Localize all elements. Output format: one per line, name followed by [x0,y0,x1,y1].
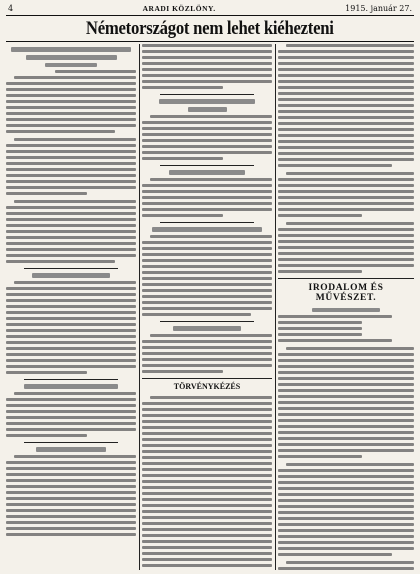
paragraph-placeholder [278,44,414,167]
section-title-placeholder [24,384,118,389]
main-headline-text: Németországot nem lehet kiéhezteni [86,17,334,39]
section-rule [160,165,254,166]
byline-placeholder [45,63,97,67]
section-title-placeholder [188,107,227,112]
section-title-placeholder [173,326,241,331]
paragraph-placeholder [278,347,414,458]
issue-date: 1915. január 27. [345,4,412,13]
subheadline-placeholder [11,47,131,52]
paragraph-placeholder [142,178,272,217]
section-rule [278,278,414,279]
column-3 [278,44,414,570]
section-title-irodalom: IRODALOM ÉS MŰVÉSZET. [308,283,384,304]
paragraph-placeholder [278,222,414,273]
newspaper-page [6,4,414,570]
section-title-placeholder [32,273,110,278]
paragraph-placeholder [278,172,414,217]
page-number: 4 [8,4,14,13]
paragraph-placeholder [142,44,272,89]
paper-name: ARADI KÖZLÖNY. [142,4,216,13]
column-1 [6,44,136,570]
paragraph-placeholder [278,561,414,570]
paragraph-placeholder [142,334,272,373]
section-title-placeholder [159,99,255,104]
section-title-placeholder [152,227,261,232]
main-headline [6,16,414,42]
paragraph-placeholder [6,200,136,263]
paragraph-placeholder [6,281,136,374]
section-title-torvenykezes: TÖRVÉNYKÉZÉS [173,382,241,391]
section-title-placeholder [169,170,244,175]
section-subtitle-placeholder [312,308,380,312]
section-rule [160,94,254,95]
column-divider [275,44,276,570]
section-rule [160,222,254,223]
section-rule [24,268,118,269]
article-columns [6,44,414,570]
section-rule [142,378,272,379]
paragraph-placeholder [6,455,136,536]
masthead [6,4,414,16]
section-rule [160,321,254,322]
paragraph-placeholder [278,463,414,556]
paragraph-placeholder [6,392,136,437]
paragraph-placeholder [142,115,272,160]
subheadline-placeholder [26,55,117,60]
paragraph-placeholder [142,396,272,570]
paragraph-placeholder [6,70,136,133]
column-divider [139,44,140,570]
section-rule [24,379,118,380]
paragraph-placeholder [142,235,272,316]
section-title-placeholder [36,447,106,452]
paragraph-placeholder [6,138,136,195]
column-2 [142,44,272,570]
section-rule [24,442,118,443]
paragraph-placeholder [278,315,414,342]
